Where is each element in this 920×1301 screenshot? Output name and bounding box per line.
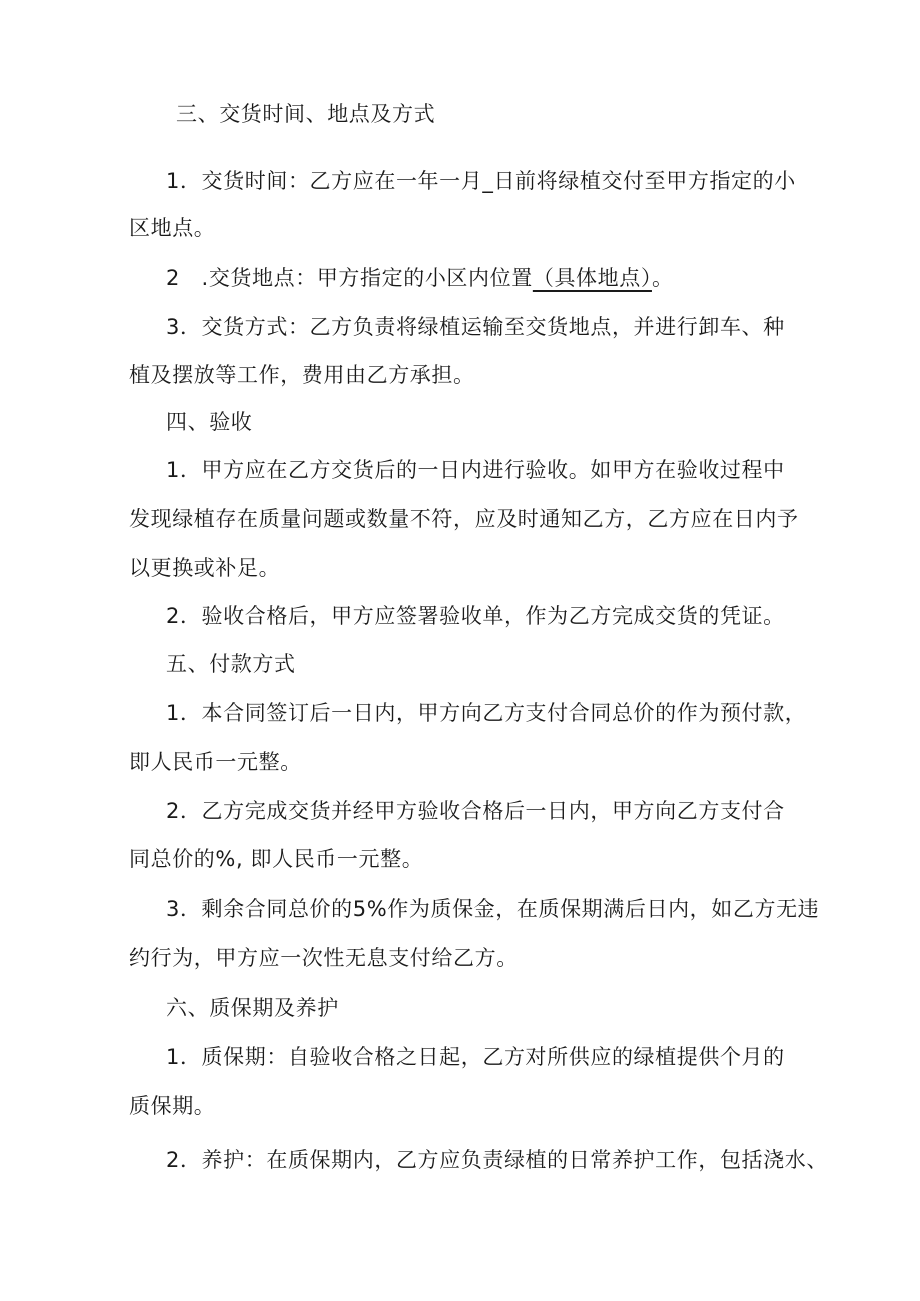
paragraph-line: 约行为，甲方应一次性无息支付给乙方。 (129, 946, 518, 970)
paragraph-line: 1．质保期：自验收合格之日起，乙方对所供应的绿植提供个月的 (166, 1045, 785, 1069)
paragraph-line: 2．乙方完成交货并经甲方验收合格后一日内，甲方向乙方支付合 (166, 799, 785, 823)
section-heading-delivery: 三、交货时间、地点及方式 (176, 102, 436, 126)
section-heading-acceptance: 四、验收 (166, 410, 253, 434)
delivery-location-text: 2 .交货地点：甲方指定的小区内位置 (166, 266, 533, 290)
paragraph-line (166, 264, 674, 292)
paragraph-line: 即人民币一元整。 (129, 750, 302, 774)
paragraph-line: 1．本合同签订后一日内，甲方向乙方支付合同总价的作为预付款， (166, 701, 807, 725)
paragraph-line: 发现绿植存在质量问题或数量不符，应及时通知乙方，乙方应在日内予 (129, 507, 799, 531)
paragraph-line: 2．验收合格后，甲方应签署验收单，作为乙方完成交货的凭证。 (166, 604, 785, 628)
paragraph-line: 1．甲方应在乙方交货后的一日内进行验收。如甲方在验收过程中 (166, 458, 785, 482)
paragraph-line: 区地点。 (129, 216, 216, 240)
section-heading-warranty: 六、质保期及养护 (166, 996, 339, 1020)
section-heading-payment: 五、付款方式 (166, 652, 296, 676)
paragraph-line: 3．剩余合同总价的5%作为质保金，在质保期满后日内，如乙方无违 (166, 897, 820, 921)
paragraph-line: 3．交货方式：乙方负责将绿植运输至交货地点，并进行卸车、种 (166, 315, 785, 339)
paragraph-line: 同总价的%, 即人民币一元整。 (129, 847, 424, 871)
paragraph-line: 植及摆放等工作，费用由乙方承担。 (129, 363, 475, 387)
paragraph-line: 2．养护：在质保期内，乙方应负责绿植的日常养护工作，包括浇水、 (166, 1148, 828, 1172)
paragraph-line: 质保期。 (129, 1094, 216, 1118)
paragraph-line: 1．交货时间：乙方应在一年一月_日前将绿植交付至甲方指定的小 (166, 169, 796, 193)
paragraph-line: 以更换或补足。 (129, 556, 281, 580)
sentence-end: 。 (651, 266, 674, 290)
specific-location-underlined: （具体地点） (532, 266, 652, 290)
